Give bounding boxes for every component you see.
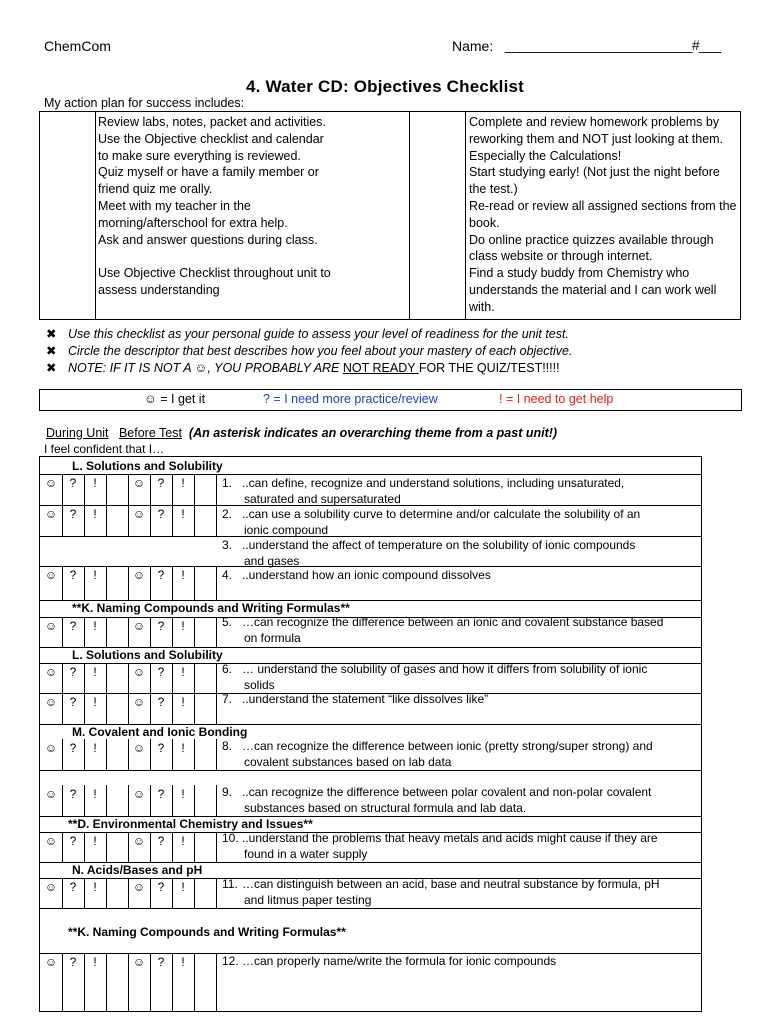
smiley-face-icon[interactable]: ☺ (132, 880, 146, 894)
smiley-face-icon[interactable]: ☺ (44, 476, 58, 490)
question-mark-icon[interactable]: ? (157, 619, 165, 633)
smiley-face-icon[interactable]: ☺ (44, 665, 58, 679)
smiley-face-icon[interactable]: ☺ (44, 741, 58, 755)
section-heading: L. Solutions and Solubility (72, 459, 223, 473)
objective-item: 3. ..understand the affect of temperature on the solubility of ionic compounds and gases (222, 538, 636, 568)
exclamation-icon[interactable]: ! (93, 880, 97, 894)
legend-practice: ? = I need more practice/review (263, 392, 438, 406)
legend-help: ! = I need to get help (499, 392, 614, 406)
smiley-face-icon[interactable]: ☺ (44, 568, 58, 582)
question-mark-icon[interactable]: ? (157, 834, 165, 848)
smiley-face-icon[interactable]: ☺ (132, 695, 146, 709)
section-heading: **K. Naming Compounds and Writing Formulas** (72, 601, 350, 615)
smiley-face-icon[interactable]: ☺ (132, 507, 146, 521)
question-mark-icon[interactable]: ? (157, 665, 165, 679)
objective-item: 10. ..understand the problems that heavy metals and acids might cause if they are found in a water supply (222, 831, 658, 861)
plan-item: Do online practice quizzes available through class website or through internet. (469, 232, 714, 264)
smiley-face-icon[interactable]: ☺ (132, 834, 146, 848)
exclamation-icon[interactable]: ! (181, 834, 185, 848)
smiley-face-icon[interactable]: ☺ (44, 880, 58, 894)
plan-item: Quiz myself or have a family member or friend quiz me orally. (98, 165, 319, 197)
question-mark-icon[interactable]: ? (157, 507, 165, 521)
smiley-face-icon[interactable]: ☺ (132, 619, 146, 633)
smiley-face-icon[interactable]: ☺ (44, 955, 58, 969)
plan-item: Meet with my teacher in the morning/afterschool for extra help. (98, 198, 288, 230)
exclamation-icon[interactable]: ! (93, 741, 97, 755)
question-mark-icon[interactable]: ? (69, 787, 77, 801)
blank-cell (40, 112, 96, 320)
exclamation-icon[interactable]: ! (181, 955, 185, 969)
exclamation-icon[interactable]: ! (93, 507, 97, 521)
smiley-face-icon[interactable]: ☺ (132, 787, 146, 801)
exclamation-icon[interactable]: ! (181, 880, 185, 894)
exclamation-icon[interactable]: ! (93, 665, 97, 679)
exclamation-icon[interactable]: ! (181, 568, 185, 582)
exclamation-icon[interactable]: ! (181, 507, 185, 521)
exclamation-icon[interactable]: ! (181, 695, 185, 709)
before-test-label: Before Test (118, 426, 182, 440)
section-heading: **D. Environmental Chemistry and Issues** (68, 817, 313, 831)
objective-item: 7. ..understand the statement “like dissolves like” (222, 692, 489, 706)
plan-item: Ask and answer questions during class. (98, 232, 318, 247)
x-mark-icon: ✖ (46, 344, 57, 358)
action-plan-right (466, 112, 741, 320)
plan-item: Use Objective Checklist throughout unit to assess understanding (98, 266, 331, 297)
asterisk-note: (An asterisk indicates an overarching theme from a past unit!) (188, 426, 558, 440)
plan-item: Find a study buddy from Chemistry who understands the material and I can work well with. (469, 266, 717, 314)
objective-item: 4. ..understand how an ionic compound dissolves (222, 568, 491, 582)
question-mark-icon[interactable]: ? (69, 880, 77, 894)
question-mark-icon[interactable]: ? (157, 568, 165, 582)
question-mark-icon[interactable]: ? (69, 741, 77, 755)
plan-item: Complete and review homework problems by reworking them and NOT just looking at them. Especially the Calculations! (469, 115, 724, 163)
smiley-face-icon[interactable]: ☺ (44, 695, 58, 709)
section-heading: M. Covalent and Ionic Bonding (72, 725, 248, 739)
x-mark-icon: ✖ (46, 327, 57, 341)
question-mark-icon[interactable]: ? (69, 619, 77, 633)
bullet-3: ✖ NOTE: IF IT IS NOT A ☺, YOU PROBABLY ARE NOT READY FOR THE QUIZ/TEST!!!!! (46, 361, 560, 375)
question-mark-icon[interactable]: ? (157, 695, 165, 709)
during-unit-label: During Unit (46, 426, 109, 440)
section-heading: N. Acids/Bases and pH (72, 863, 203, 877)
smiley-face-icon[interactable]: ☺ (44, 834, 58, 848)
name-blank: __________________________#___ (505, 37, 721, 53)
exclamation-icon[interactable]: ! (181, 741, 185, 755)
objectives-checklist (39, 456, 702, 1012)
plan-item: Review labs, notes, packet and activities. Use the Objective checklist and calendar to make sure everything is reviewed. (98, 115, 326, 163)
name-label: Name: (452, 38, 494, 54)
objective-item: 9. ..can recognize the difference between polar covalent and non-polar covalent substances based on structural formula and lab data. (222, 785, 652, 815)
bullet-1: ✖ Use this checklist as your personal guide to assess your level of readiness for the unit test. (46, 327, 569, 341)
page-title: 4. Water CD: Objectives Checklist (245, 77, 525, 96)
smiley-face-icon[interactable]: ☺ (44, 787, 58, 801)
objective-item: 6. … understand the solubility of gases and how it differs from solubility of ionic solids (222, 662, 648, 692)
action-plan-intro: My action plan for success includes: (44, 96, 245, 110)
exclamation-icon[interactable]: ! (93, 955, 97, 969)
exclamation-icon[interactable]: ! (93, 695, 97, 709)
course-name: ChemCom (44, 38, 111, 54)
section-heading: **K. Naming Compounds and Writing Formulas** (68, 925, 346, 939)
smiley-face-icon[interactable]: ☺ (132, 665, 146, 679)
plan-item: Start studying early! (Not just the night before the test.) (469, 165, 720, 197)
smiley-face-icon[interactable]: ☺ (44, 507, 58, 521)
exclamation-icon[interactable]: ! (181, 787, 185, 801)
question-mark-icon[interactable]: ? (69, 834, 77, 848)
exclamation-icon[interactable]: ! (93, 834, 97, 848)
plan-item: Re-read or review all assigned sections from the book. (469, 198, 737, 230)
objective-item: 12. …can properly name/write the formula for ionic compounds (222, 954, 557, 968)
smiley-face-icon[interactable]: ☺ (132, 955, 146, 969)
smiley-face-icon[interactable]: ☺ (44, 619, 58, 633)
exclamation-icon[interactable]: ! (93, 476, 97, 490)
exclamation-icon[interactable]: ! (181, 665, 185, 679)
question-mark-icon[interactable]: ? (157, 880, 165, 894)
exclamation-icon[interactable]: ! (181, 476, 185, 490)
smiley-face-icon[interactable]: ☺ (132, 476, 146, 490)
question-mark-icon[interactable]: ? (157, 955, 165, 969)
confident-label: I feel confident that I… (44, 442, 165, 456)
objective-item: 2. ..can use a solubility curve to determine and/or calculate the solubility of an ionic compound (222, 507, 641, 537)
exclamation-icon[interactable]: ! (93, 568, 97, 582)
action-plan-table (39, 111, 741, 320)
exclamation-icon[interactable]: ! (93, 787, 97, 801)
exclamation-icon[interactable]: ! (93, 619, 97, 633)
question-mark-icon[interactable]: ? (69, 507, 77, 521)
question-mark-icon[interactable]: ? (157, 476, 165, 490)
section-heading: L. Solutions and Solubility (72, 648, 223, 662)
question-mark-icon[interactable]: ? (157, 741, 165, 755)
exclamation-icon[interactable]: ! (181, 619, 185, 633)
question-mark-icon[interactable]: ? (69, 665, 77, 679)
question-mark-icon[interactable]: ? (157, 787, 165, 801)
smiley-face-icon[interactable]: ☺ (132, 568, 146, 582)
objective-item: 1. ..can define, recognize and understand solutions, including unsaturated, saturated and supersaturated (222, 476, 625, 506)
x-mark-icon: ✖ (46, 361, 57, 375)
legend-got-it: ☺ = I get it (144, 392, 206, 406)
question-mark-icon[interactable]: ? (69, 955, 77, 969)
checklist-header (46, 426, 557, 440)
question-mark-icon[interactable]: ? (69, 476, 77, 490)
bullet-2: ✖ Circle the descriptor that best describes how you feel about your mastery of each objective. (46, 344, 573, 358)
objective-item: 5. …can recognize the difference between an ionic and covalent substance based on formula (222, 615, 664, 645)
blank-cell (410, 112, 466, 320)
action-plan-left (96, 112, 410, 320)
legend-box (39, 389, 742, 411)
objective-item: 11. …can distinguish between an acid, base and neutral substance by formula, pH and litmus paper testing (222, 877, 660, 907)
smiley-face-icon[interactable]: ☺ (132, 741, 146, 755)
question-mark-icon[interactable]: ? (69, 568, 77, 582)
question-mark-icon[interactable]: ? (69, 695, 77, 709)
objective-item: 8. …can recognize the difference between ionic (pretty strong/super strong) and covalent substances based on lab data (222, 739, 653, 769)
